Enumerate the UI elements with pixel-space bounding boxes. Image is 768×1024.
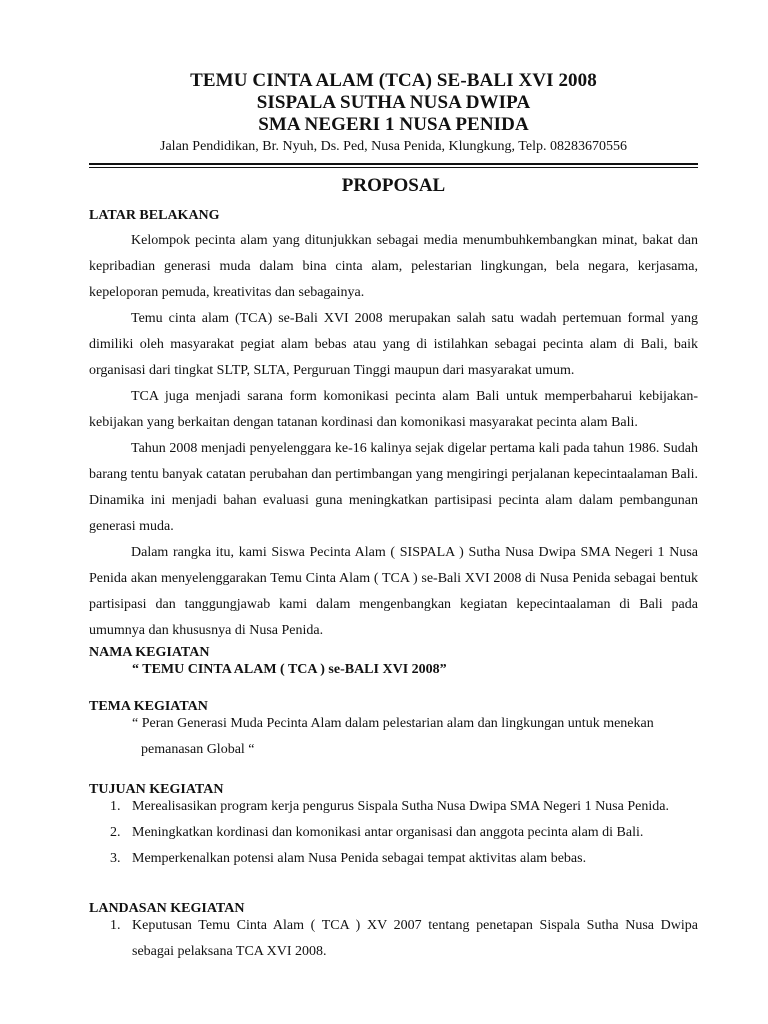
header-divider xyxy=(89,163,698,168)
header-title-line-1: TEMU CINTA ALAM (TCA) SE-BALI XVI 2008 xyxy=(190,70,597,91)
document-page xyxy=(89,70,698,965)
list-item-number: 3. xyxy=(110,851,121,866)
header-title-line-3: SMA NEGERI 1 NUSA PENIDA xyxy=(258,114,529,135)
latar-belakang-paragraph: Temu cinta alam (TCA) se-Bali XVI 2008 merupakan salah satu wadah pertemuan formal yang dimiliki oleh masyarakat pegiat alam bebas atau yang di istilahkan sebagai pecinta alam di Bali, baik organisasi dari tingkat SLTP, SLTA, Perguruan Tinggi maupun dari masyarakat umum. xyxy=(89,311,698,378)
nama-kegiatan-heading: NAMA KEGIATAN xyxy=(89,645,210,660)
landasan-kegiatan-list xyxy=(89,913,698,965)
header-address: Jalan Pendidikan, Br. Nyuh, Ds. Ped, Nusa Penida, Klungkung, Telp. 08283670556 xyxy=(160,139,627,154)
list-item-text: Meningkatkan kordinasi dan komonikasi antar organisasi dan anggota pecinta alam di Bali. xyxy=(132,825,644,840)
tema-kegiatan-value xyxy=(89,711,698,763)
tema-kegiatan-line-2: pemanasan Global “ xyxy=(141,742,255,757)
tema-kegiatan-heading: TEMA KEGIATAN xyxy=(89,699,208,714)
list-item xyxy=(89,820,698,846)
latar-belakang-heading: LATAR BELAKANG xyxy=(89,208,220,223)
list-item xyxy=(89,913,698,965)
list-item-text: Memperkenalkan potensi alam Nusa Penida sebagai tempat aktivitas alam bebas. xyxy=(132,851,587,866)
letterhead xyxy=(89,70,698,156)
proposal-title: PROPOSAL xyxy=(341,175,446,196)
list-item xyxy=(89,794,698,820)
header-title-line-2: SISPALA SUTHA NUSA DWIPA xyxy=(256,92,531,113)
landasan-kegiatan-heading: LANDASAN KEGIATAN xyxy=(89,901,245,916)
latar-belakang-paragraph: Kelompok pecinta alam yang ditunjukkan sebagai media menumbuhkembangkan minat, bakat dan kepribadian generasi muda dalam bina cinta alam, pelestarian lingkungan, bela negara, kerjasama, kepeloporan pemuda, kreativitas dan sebagainya. xyxy=(89,233,698,300)
list-item-number: 1. xyxy=(110,799,121,814)
latar-belakang-body xyxy=(89,228,698,644)
tujuan-kegiatan-list xyxy=(89,794,698,872)
list-item-text: Keputusan Temu Cinta Alam ( TCA ) XV 2007 tentang penetapan Sispala Sutha Nusa Dwipa sebagai pelaksana TCA XVI 2008. xyxy=(132,918,698,959)
list-item-number: 1. xyxy=(110,918,121,933)
list-item xyxy=(89,846,698,872)
list-item-number: 2. xyxy=(110,825,121,840)
latar-belakang-paragraph: Tahun 2008 menjadi penyelenggara ke-16 kalinya sejak digelar pertama kali pada tahun 1986. Sudah barang tentu banyak catatan perubahan dan pertimbangan yang mengiringi perjalanan kepecintaalaman Bali. Dinamika ini menjadi bahan evaluasi guna meningkatkan partisipasi pecinta alam dalam pembangunan generasi muda. xyxy=(89,441,698,534)
nama-kegiatan-value: “ TEMU CINTA ALAM ( TCA ) se-BALI XVI 2008” xyxy=(132,662,447,677)
latar-belakang-paragraph: TCA juga menjadi sarana form komonikasi pecinta alam Bali untuk memperbaharui kebijakan-kebijakan yang berkaitan dengan tatanan kordinasi dan komonikasi masyarakat pecinta alam Bali. xyxy=(89,389,698,430)
tujuan-kegiatan-heading: TUJUAN KEGIATAN xyxy=(89,782,224,797)
tema-kegiatan-line-1: “ Peran Generasi Muda Pecinta Alam dalam pelestarian alam dan lingkungan untuk menekan xyxy=(132,716,654,731)
latar-belakang-paragraph: Dalam rangka itu, kami Siswa Pecinta Alam ( SISPALA ) Sutha Nusa Dwipa SMA Negeri 1 Nusa Penida akan menyelenggarakan Temu Cinta Alam ( TCA ) se-Bali XVI 2008 di Nusa Penida sebagai bentuk partisipasi dan tanggungjawab kami dalam mengenbangkan kegiatan kepecintaalaman di Bali pada umumnya dan khususnya di Nusa Penida. xyxy=(89,545,698,638)
list-item-text: Merealisasikan program kerja pengurus Sispala Sutha Nusa Dwipa SMA Negeri 1 Nusa Penida. xyxy=(132,799,669,814)
